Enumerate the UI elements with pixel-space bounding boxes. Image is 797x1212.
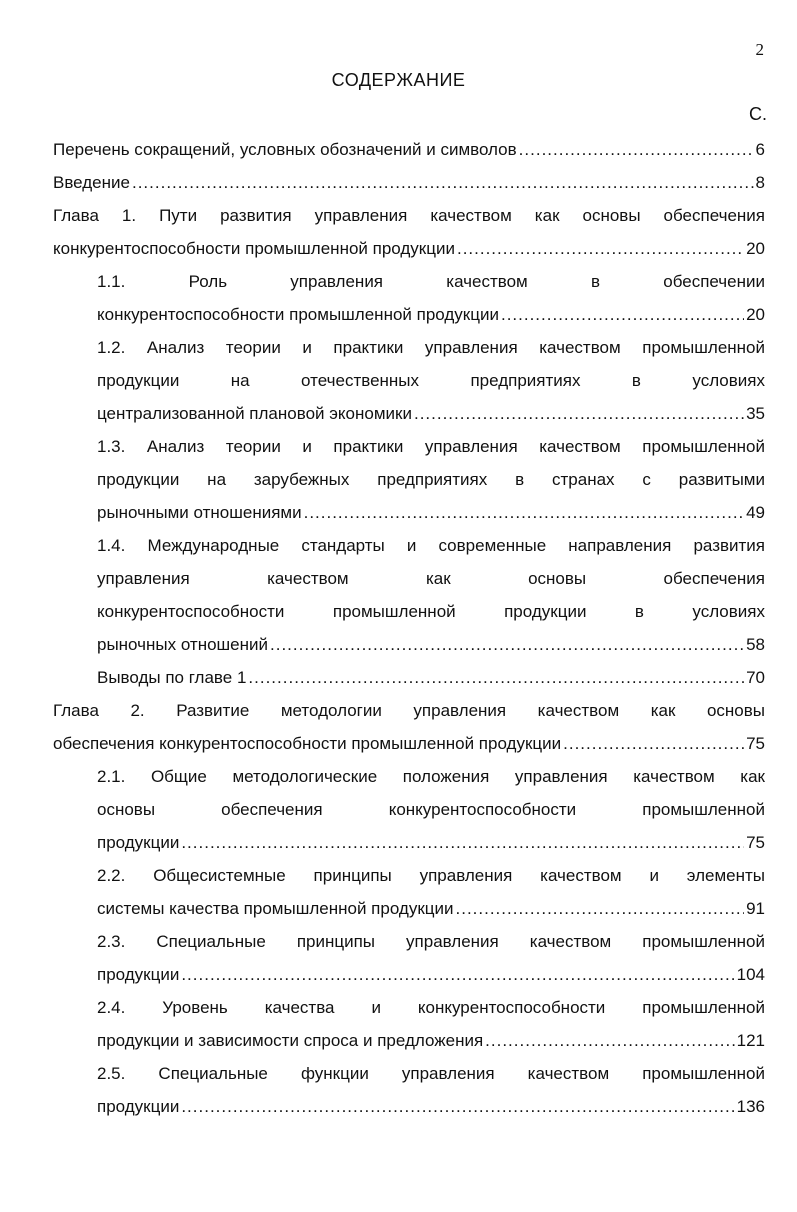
- dot-leader: [519, 133, 754, 166]
- toc-page-number: 70: [746, 668, 765, 687]
- toc-entry: [53, 166, 765, 199]
- toc-entry-leader-line: [53, 727, 765, 760]
- page-number: 2: [755, 40, 764, 59]
- dot-leader: [563, 727, 744, 760]
- toc-page-number: 58: [746, 635, 765, 654]
- toc-entry-text: продукции: [97, 1097, 180, 1116]
- toc-entry: [53, 265, 765, 331]
- toc-page-number: 49: [746, 503, 765, 522]
- toc-entry: [53, 1057, 765, 1123]
- page-column-label: С.: [749, 104, 767, 124]
- toc-page-number: 20: [746, 239, 765, 258]
- toc-entry-leader-line: [53, 232, 765, 265]
- toc-entry-text: рыночными отношениями: [97, 503, 302, 522]
- toc-entry: [53, 760, 765, 859]
- dot-leader: [181, 1090, 734, 1123]
- toc-entry-text: продукции: [97, 833, 180, 852]
- toc-entry-line: 1.1. Роль управления качеством в обеспечении: [97, 272, 765, 291]
- toc-entry-leader-line: [53, 133, 765, 166]
- table-of-contents: [53, 133, 765, 1123]
- toc-entry: [53, 529, 765, 661]
- toc-entry-line: управления качеством как основы обеспечения: [97, 569, 765, 588]
- dot-leader: [501, 298, 744, 331]
- toc-entry-text: рыночных отношений: [97, 635, 269, 654]
- toc-entry-text: системы качества промышленной продукции: [97, 899, 454, 918]
- toc-page-number: 20: [746, 305, 765, 324]
- toc-entry-text: Введение: [53, 173, 130, 192]
- toc-entry-line: Глава 1. Пути развития управления качеством как основы обеспечения: [53, 206, 765, 225]
- toc-entry-leader-line: [53, 166, 765, 199]
- toc-page-number: 136: [736, 1097, 765, 1116]
- toc-entry-leader-line: [97, 1090, 765, 1123]
- toc-entry-text: конкурентоспособности промышленной продукции: [53, 239, 455, 258]
- toc-entry: [53, 859, 765, 925]
- dot-leader: [304, 496, 744, 529]
- dot-leader: [485, 1024, 734, 1057]
- toc-entry: [53, 331, 765, 430]
- toc-page-number: 104: [736, 965, 765, 984]
- toc-page-number: 75: [746, 833, 765, 852]
- toc-entry-line: 2.2. Общесистемные принципы управления качеством и элементы: [97, 866, 765, 885]
- toc-entry-text: централизованной плановой экономики: [97, 404, 412, 423]
- toc-entry-text: обеспечения конкурентоспособности промышленной продукции: [53, 734, 562, 753]
- toc-page-number: 6: [755, 140, 765, 159]
- toc-entry-leader-line: [97, 661, 765, 694]
- toc-entry: [53, 199, 765, 265]
- toc-entry-leader-line: [97, 496, 765, 529]
- dot-leader: [414, 397, 744, 430]
- toc-entry-line: продукции на отечественных предприятиях в условиях: [97, 371, 765, 390]
- toc-entry-line: 1.3. Анализ теории и практики управления качеством промышленной: [97, 437, 765, 456]
- toc-entry-leader-line: [97, 892, 765, 925]
- dot-leader: [248, 661, 744, 694]
- dot-leader: [456, 892, 745, 925]
- toc-entry-text: продукции и зависимости спроса и предложения: [97, 1031, 484, 1050]
- toc-page-number: 91: [746, 899, 765, 918]
- toc-page-number: 75: [746, 734, 765, 753]
- toc-entry-line: 2.4. Уровень качества и конкурентоспособности промышленной: [97, 998, 765, 1017]
- toc-entry-line: 1.2. Анализ теории и практики управления качеством промышленной: [97, 338, 765, 357]
- toc-entry-leader-line: [97, 1024, 765, 1057]
- toc-entry: [53, 694, 765, 760]
- dot-leader: [181, 826, 744, 859]
- toc-entry-leader-line: [97, 298, 765, 331]
- toc-entry-line: 1.4. Международные стандарты и современные направления развития: [97, 536, 765, 555]
- toc-entry-line: 2.1. Общие методологические положения управления качеством как: [97, 767, 765, 786]
- page-title: СОДЕРЖАНИЕ: [331, 70, 466, 90]
- toc-entry-line: продукции на зарубежных предприятиях в странах с развитыми: [97, 470, 765, 489]
- toc-page-number: 121: [736, 1031, 765, 1050]
- toc-entry-leader-line: [97, 628, 765, 661]
- toc-entry-leader-line: [97, 397, 765, 430]
- toc-entry: [53, 430, 765, 529]
- toc-entry-text: Перечень сокращений, условных обозначений и символов: [53, 140, 517, 159]
- toc-entry-text: продукции: [97, 965, 180, 984]
- toc-entry: [53, 133, 765, 166]
- dot-leader: [457, 232, 744, 265]
- toc-entry-line: конкурентоспособности промышленной продукции в условиях: [97, 602, 765, 621]
- toc-entry: [53, 991, 765, 1057]
- dot-leader: [181, 958, 734, 991]
- toc-entry-leader-line: [97, 826, 765, 859]
- toc-page-number: 35: [746, 404, 765, 423]
- dot-leader: [270, 628, 744, 661]
- toc-entry-text: конкурентоспособности промышленной продукции: [97, 305, 499, 324]
- toc-entry: [53, 925, 765, 991]
- toc-entry-line: Глава 2. Развитие методологии управления качеством как основы: [53, 701, 765, 720]
- toc-entry-line: основы обеспечения конкурентоспособности промышленной: [97, 800, 765, 819]
- toc-entry-leader-line: [97, 958, 765, 991]
- toc-page-number: 8: [755, 173, 765, 192]
- toc-entry: [53, 661, 765, 694]
- toc-entry-line: 2.5. Специальные функции управления качеством промышленной: [97, 1064, 765, 1083]
- dot-leader: [132, 166, 754, 199]
- toc-entry-text: Выводы по главе 1: [97, 668, 247, 687]
- toc-entry-line: 2.3. Специальные принципы управления качеством промышленной: [97, 932, 765, 951]
